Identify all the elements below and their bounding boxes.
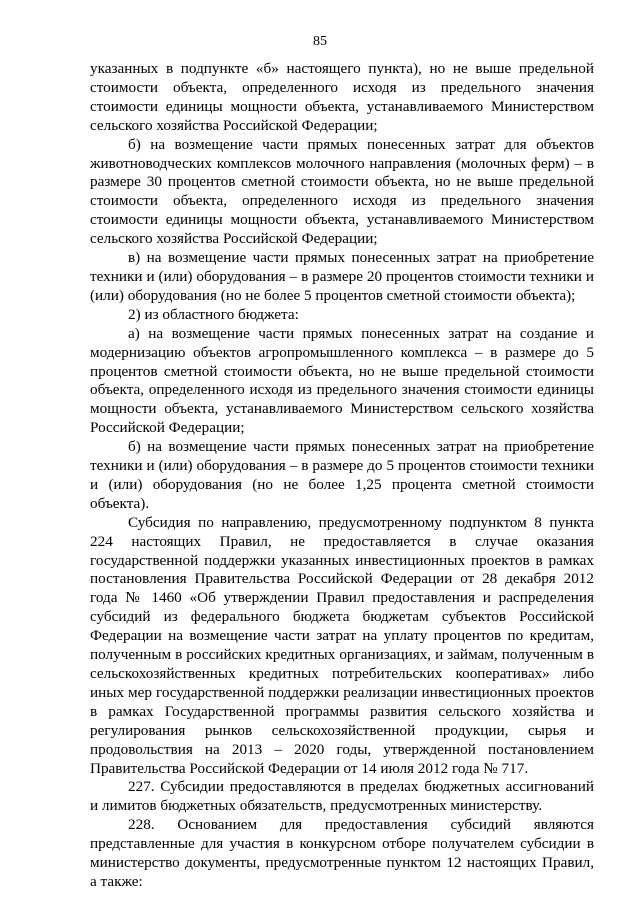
paragraph-item-2-regional: 2) из областного бюджета: [128,305,299,323]
page-number: 85 [313,34,327,49]
paragraph-subitem-b-regional: б) на возмещение части прямых понесенных затрат на приобретение техники и (или) оборудования – в размере до 5 процентов стоимости техники и (или) оборудования (но не более 1,25 процента сметной стоимости объекта). [90,438,594,512]
paragraph-clause-227: 227. Субсидии предоставляются в пределах бюджетных ассигнований и лимитов бюджетных обязательств, предусмотренных министерству. [90,778,594,815]
document-body [90,60,594,892]
paragraph-clause-228: 228. Основанием для предоставления субсидий являются представленные для участия в конкурсном отборе получателем субсидии в министерство документы, предусмотренные пунктом 12 настоящих Правил, а также: [90,816,594,890]
paragraph-continuation: указанных в подпункте «б» настоящего пункта), но не выше предельной стоимости объекта, определенного исходя из предельного значения стоимости единицы мощности объекта, устанавливаемого Министерством сельского хозяйства Российской Федерации; [90,60,594,134]
paragraph-subitem-v-federal: в) на возмещение части прямых понесенных затрат на приобретение техники и (или) оборудования – в размере 20 процентов стоимости техники и (или) оборудования (но не более 5 процентов сметной стоимости объекта); [90,249,594,304]
paragraph-subitem-a-regional: а) на возмещение части прямых понесенных затрат на создание и модернизацию объектов агропромышленного комплекса – в размере до 5 процентов сметной стоимости объекта, но не выше предельной стоимости объекта, определенного исходя из предельного значения стоимости единицы мощности объекта, устанавливаемого Министерством сельского хозяйства Российской Федерации; [90,324,594,437]
paragraph-subsidy-condition: Субсидия по направлению, предусмотренному подпунктом 8 пункта 224 настоящих Правил, не предоставляется в случае оказания государственной поддержки указанных инвестиционных проектов в рамках постановления Правительства Российской Федерации от 28 декабря 2012 года № 1460 «Об утверждении Правил предоставления и распределения субсидий из федерального бюджета бюджетам субъектов Российской Федерации на возмещение части затрат на уплату процентов по кредитам, полученным в российских кредитных организациях, и займам, полученным в сельскохозяйственных кредитных потребительских кооперативах» либо иных мер государственной поддержки реализации инвестиционных проектов в рамках Государственной программы развития сельского хозяйства и регулирования рынков сельскохозяйственной продукции, сырья и продовольствия на 2013 – 2020 годы, утвержденной постановлением Правительства Российской Федерации от 14 июля 2012 года № 717. [90,513,594,777]
paragraph-subitem-b-federal: б) на возмещение части прямых понесенных затрат для объектов животноводческих комплексов молочного направления (молочных ферм) – в размере 30 процентов сметной стоимости объекта, но не выше предельной стоимости объекта, определенного исходя из предельного значения стоимости единицы мощности объекта, устанавливаемого Министерством сельского хозяйства Российской Федерации; [90,135,594,248]
